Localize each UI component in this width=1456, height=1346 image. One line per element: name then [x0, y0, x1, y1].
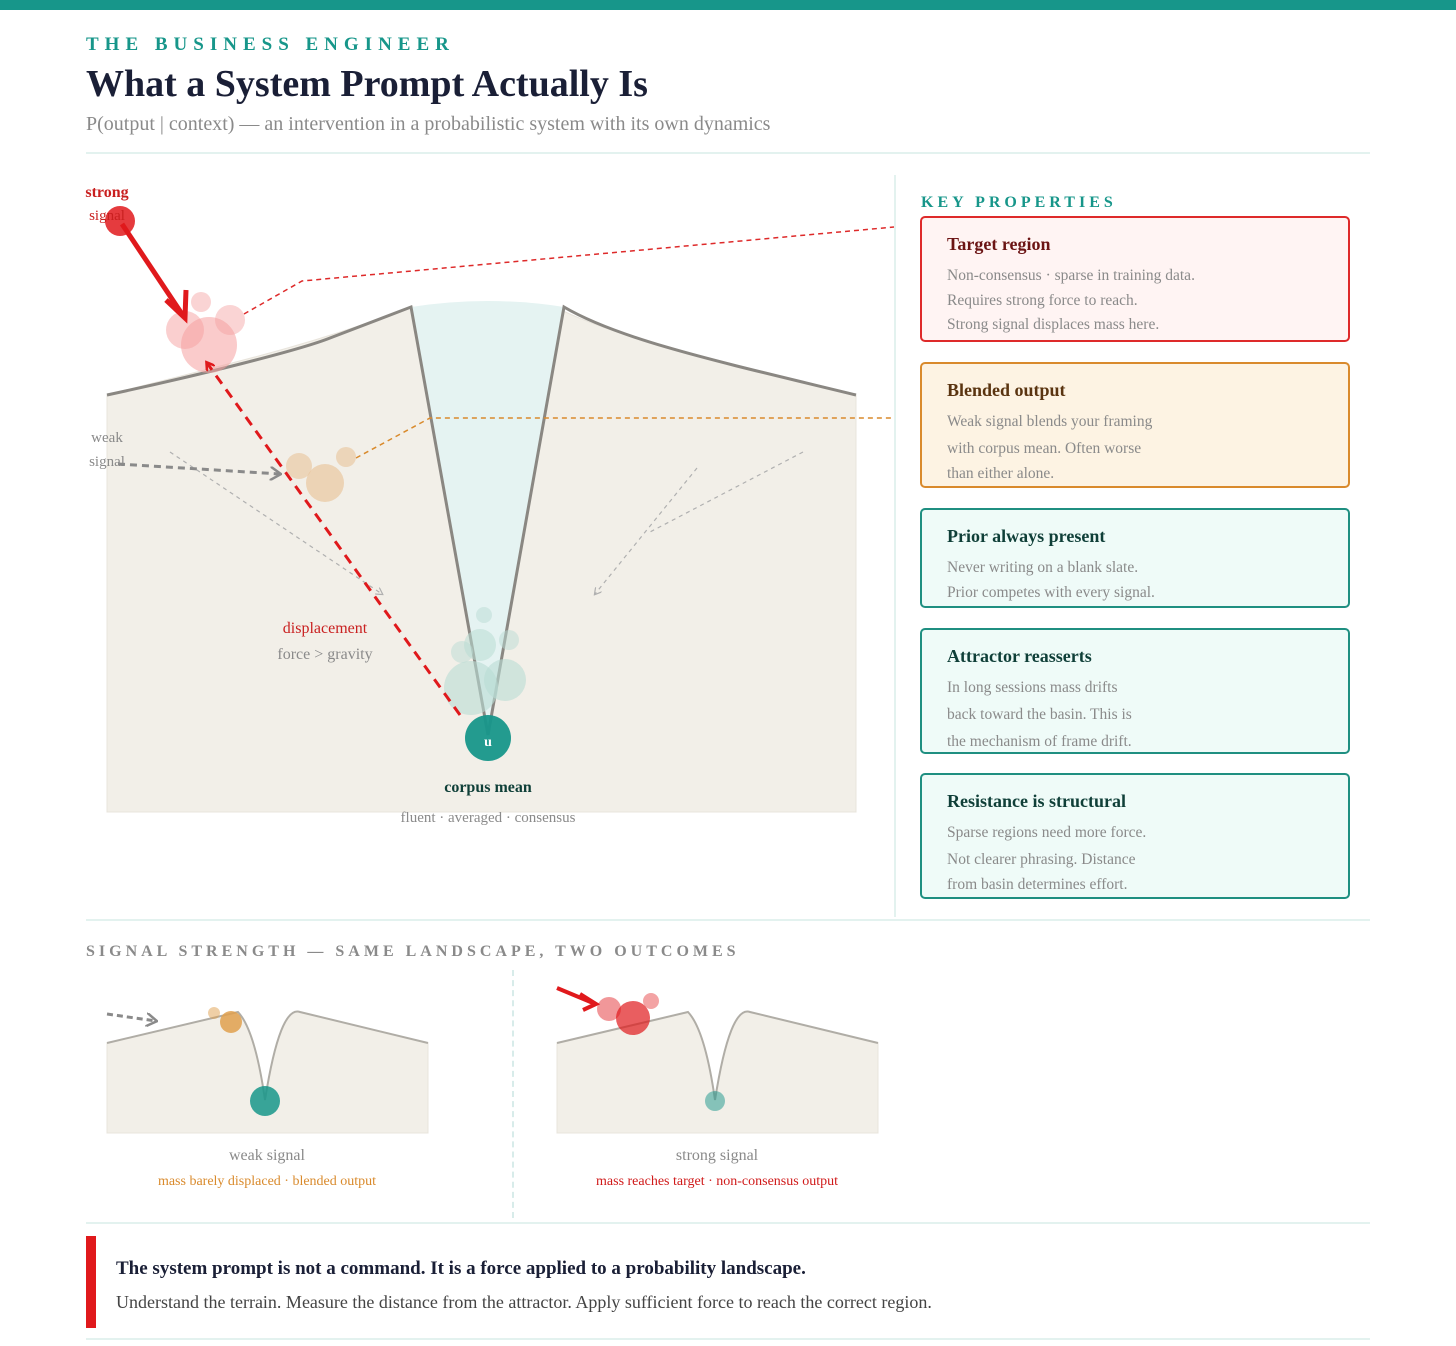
card-line: from basin determines effort.: [947, 876, 1128, 893]
card-line: back toward the basin. This is: [947, 706, 1132, 723]
card-line: than either alone.: [947, 465, 1055, 482]
force-label: force > gravity: [277, 646, 373, 663]
weak-note: mass barely displaced · blended output: [157, 1174, 377, 1189]
key-properties-heading: KEY PROPERTIES: [921, 194, 1117, 211]
corpus-mean-label: corpus mean: [444, 779, 532, 796]
corpus-mean-desc: fluent · averaged · consensus: [400, 810, 576, 826]
card-title: Resistance is structural: [947, 791, 1126, 811]
card-title: Attractor reasserts: [947, 646, 1092, 666]
weak-signal-label: weak: [91, 430, 123, 446]
blended-mass: [208, 1007, 220, 1019]
strong-caption: strong signal: [675, 1147, 759, 1164]
basin-mass: [484, 659, 526, 701]
card-line: Prior competes with every signal.: [947, 584, 1155, 601]
signal-strength-heading: SIGNAL STRENGTH — SAME LANDSCAPE, TWO OUTCOMES: [86, 943, 740, 960]
displacement-label: displacement: [282, 620, 368, 637]
card-line: the mechanism of frame drift.: [947, 733, 1132, 750]
target-connector: [244, 227, 894, 314]
blended-mass: [220, 1011, 242, 1033]
bottom-divider: [86, 1338, 1370, 1340]
card-line: Weak signal blends your framing: [947, 413, 1153, 430]
card-line: with corpus mean. Often worse: [947, 440, 1142, 457]
blended-mass: [306, 464, 344, 502]
corpus-mean-node: [250, 1086, 280, 1116]
target-mass: [215, 305, 245, 335]
card-resistance-structural: [920, 773, 1350, 899]
mini-terrain: [557, 1012, 878, 1133]
mini-divider: [512, 970, 514, 1218]
card-title: Prior always present: [947, 526, 1106, 546]
column-divider: [894, 175, 896, 917]
card-line: Non-consensus · sparse in training data.: [947, 267, 1195, 284]
quote-accent-bar: [86, 1236, 96, 1328]
basin-mass: [499, 630, 519, 650]
card-blended-output: [920, 362, 1350, 488]
card-line: In long sessions mass drifts: [947, 679, 1118, 696]
top-accent-bar: [0, 0, 1456, 10]
corpus-mean-node: [705, 1091, 725, 1111]
weak-mini-arrow: [107, 1014, 156, 1021]
weak-signal-diagram: [100, 995, 440, 1145]
footer-divider: [86, 1222, 1370, 1224]
strong-note: mass reaches target · non-consensus output: [596, 1174, 838, 1189]
target-mass: [597, 997, 621, 1021]
strong-signal-label: signal: [89, 208, 125, 224]
card-line: Not clearer phrasing. Distance: [947, 851, 1136, 868]
section-divider: [86, 919, 1370, 921]
strong-signal-arrow: [122, 224, 182, 314]
brand-label: THE BUSINESS ENGINEER: [86, 34, 455, 55]
weak-signal-label: signal: [89, 454, 125, 470]
card-prior-always-present: [920, 508, 1350, 608]
card-line: Requires strong force to reach.: [947, 292, 1138, 309]
mu-label: u: [484, 735, 492, 750]
card-line: Sparse regions need more force.: [947, 824, 1147, 841]
card-line: Strong signal displaces mass here.: [947, 316, 1160, 333]
card-line: Never writing on a blank slate.: [947, 559, 1139, 576]
page-subtitle: P(output | context) — an intervention in a probabilistic system with its own dynamics: [86, 113, 771, 135]
strong-signal-diagram: [550, 980, 890, 1140]
header-divider: [86, 152, 1370, 154]
landscape-diagram: [0, 170, 900, 870]
target-mass: [643, 993, 659, 1009]
blended-mass: [336, 447, 356, 467]
card-title: Blended output: [947, 380, 1066, 400]
basin-mass: [451, 641, 473, 663]
card-attractor-reasserts: [920, 628, 1350, 754]
page-title: What a System Prompt Actually Is: [86, 63, 648, 105]
conclusion-sub: Understand the terrain. Measure the distance from the attractor. Apply sufficient force to reach the correct region.: [116, 1292, 932, 1312]
conclusion-main: The system prompt is not a command. It is a force applied to a probability landscape.: [116, 1258, 806, 1279]
card-title: Target region: [947, 234, 1051, 254]
card-target-region: [920, 216, 1350, 342]
strong-signal-label: strong: [85, 184, 129, 201]
basin-mass: [476, 607, 492, 623]
target-mass: [191, 292, 211, 312]
weak-caption: weak signal: [229, 1147, 305, 1164]
blended-mass: [286, 453, 312, 479]
